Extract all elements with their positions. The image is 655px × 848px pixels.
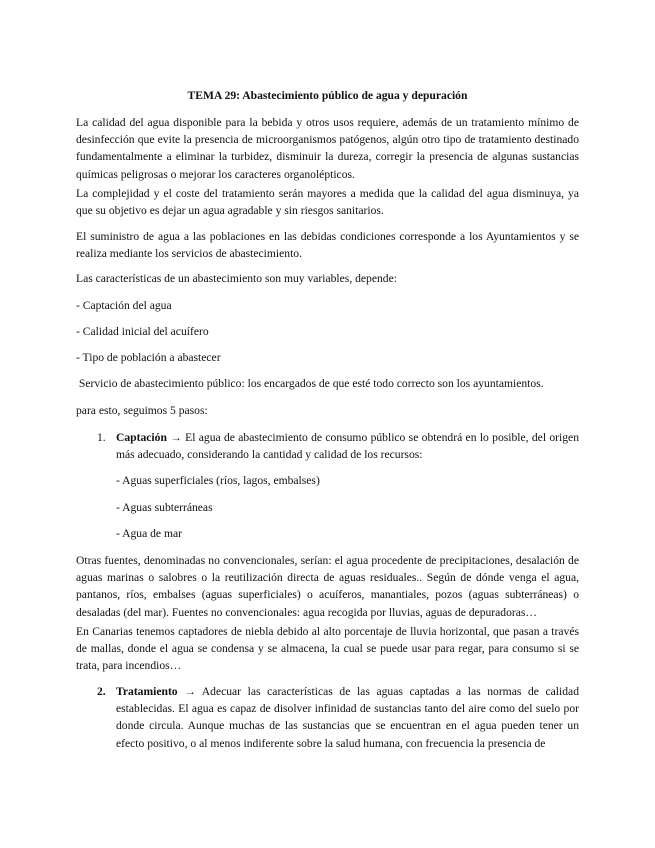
source-groundwater: - Aguas subterráneas	[116, 501, 213, 514]
step-2-body	[116, 683, 579, 752]
step-1-body	[116, 429, 579, 463]
step-1-name: Captación	[116, 431, 167, 444]
source-surface-water: - Aguas superficiales (ríos, lagos, embalses)	[116, 474, 320, 487]
list-item-poblacion: - Tipo de población a abastecer	[76, 351, 221, 364]
step-2-text: → Adecuar las características de las aguas captadas a las normas de calidad establecidas. El agua es capaz de disolver infinidad de sustancias tanto del aire como del suelo por donde circula. Aunque muchas de las sustancias que se encuentran en el agua pueden tener un efecto positivo, o al menos indiferente sobre la salud humana, con frecuencia la presencia de	[116, 685, 579, 750]
paragraph-water-supply: El suministro de agua a las poblaciones en las debidas condiciones corresponde a los Ayuntamientos y se realiza mediante los servicios de abastecimiento.	[76, 230, 579, 261]
paragraph-fog-catchers: En Canarias tenemos captadores de niebla debido al alto porcentaje de lluvia horizontal, que pasan a través de mallas, donde el agua se condensa y se almacena, la cual se puede usar para regar, para consumo si se trata, para incendios…	[76, 625, 579, 673]
paragraph-public-service: Servicio de abastecimiento público: los encargados de que esté todo correcto son los ayuntamientos.	[76, 377, 544, 390]
step-1-number: 1.	[97, 431, 106, 444]
list-item-captacion: - Captación del agua	[76, 299, 172, 312]
paragraph-water-quality: La calidad del agua disponible para la bebida y otros usos requiere, además de un tratamiento mínimo de desinfección que evite la presencia de microorganismos patógenos, algún otro tipo de tratamiento destinado fundamentalmente a eliminar la turbidez, disminuir la dureza, corregir la presencia de algunas sustancias químicas peligrosas o mejorar los caracteres organolépticos.	[76, 116, 579, 181]
document-title: TEMA 29: Abastecimiento público de agua y depuración	[187, 89, 468, 102]
step-2-number: 2.	[97, 685, 106, 698]
list-item-calidad: - Calidad inicial del acuífero	[76, 325, 209, 338]
step-1	[97, 429, 579, 463]
paragraph-treatment-cost: La complejidad y el coste del tratamiento serán mayores a medida que la calidad del agua disminuya, ya que su objetivo es dejar un agua agradable y sin riesgos sanitarios.	[76, 187, 579, 218]
paragraph-five-steps: para esto, seguimos 5 pasos:	[76, 404, 208, 417]
paragraph-unconventional-sources: Otras fuentes, denominadas no convencionales, serían: el agua procedente de precipitaciones, desalación de aguas marinas o salobres o la reutilización directa de aguas residuales.. Según de dónde venga el agua, pantanos, ríos, embalses (aguas superficiales) o acuíferos, manantiales, pozos (aguas subterráneas) o desaladas (del mar). Fuentes no convencionales: agua recogida por lluvias, aguas de depuradoras…	[76, 554, 579, 619]
step-2-name: Tratamiento	[116, 685, 178, 698]
paragraph-characteristics: Las características de un abastecimiento son muy variables, depende:	[76, 272, 397, 285]
step-2	[97, 683, 579, 752]
step-1-text: → El agua de abastecimiento de consumo público se obtendrá en lo posible, del origen más adecuado, considerando la cantidad y calidad de los recursos:	[116, 431, 579, 462]
source-seawater: - Agua de mar	[116, 527, 182, 540]
